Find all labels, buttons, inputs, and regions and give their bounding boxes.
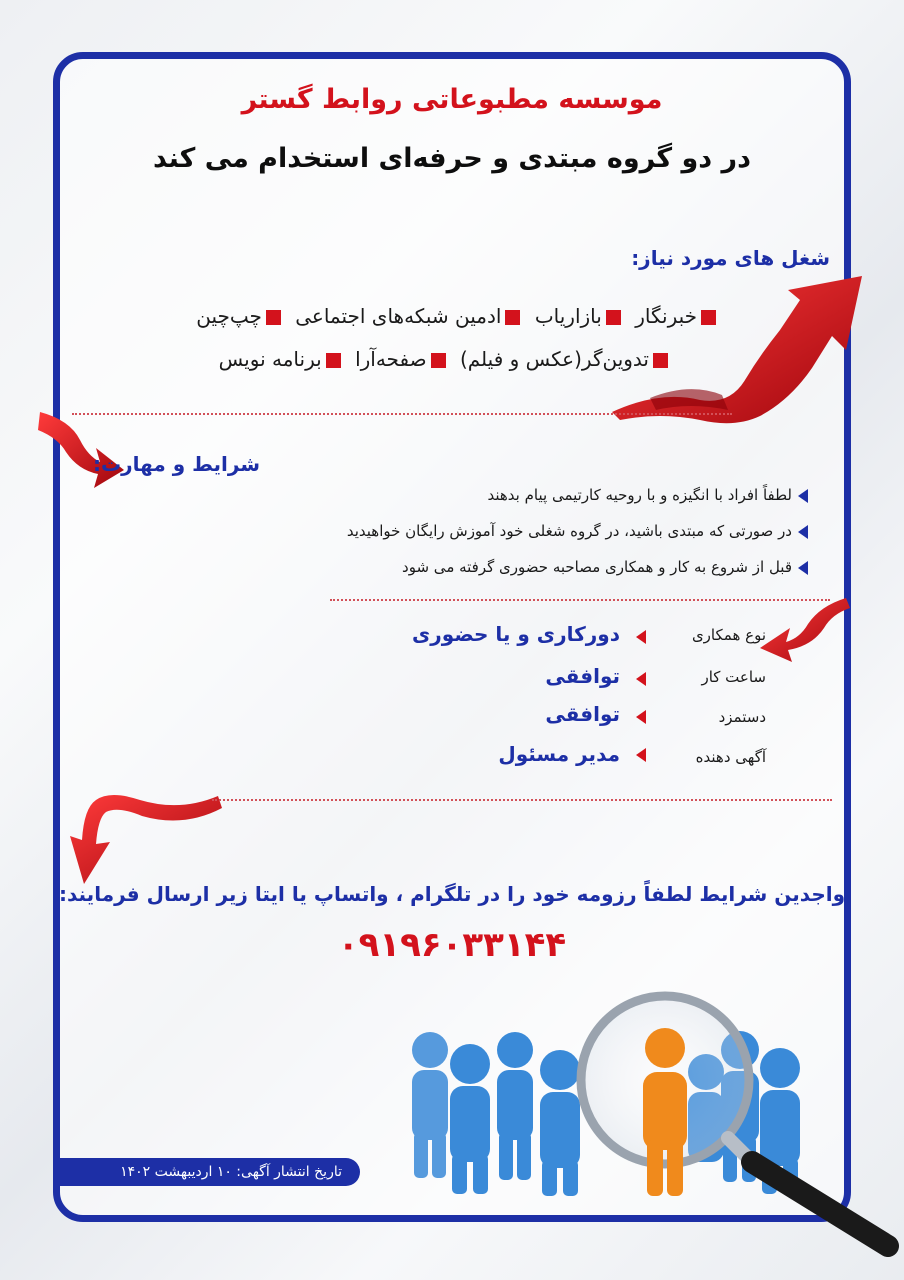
- detail-value: توافقی: [545, 702, 620, 726]
- job-item: ادمین شبکه‌های اجتماعی: [295, 304, 502, 328]
- detail-label: نوع همکاری: [691, 626, 766, 644]
- red-ribbon-arrow-left: [760, 598, 850, 662]
- bullet-square: [505, 310, 520, 325]
- orange-person: [643, 1028, 687, 1196]
- condition-text: در صورتی که مبتدی باشید، در گروه شغلی خود آموزش رایگان خواهیدید: [346, 522, 792, 540]
- organization-title: موسسه مطبوعاتی روابط گستر: [241, 84, 663, 115]
- condition-text: لطفاً افراد با انگیزه و با روحیه کارتیمی پیام بدهند: [487, 486, 792, 504]
- bullet-triangle: [636, 710, 646, 724]
- condition-item: [402, 558, 808, 576]
- bullet-square: [653, 353, 668, 368]
- conditions-heading: شرایط و مهارت:: [93, 452, 260, 476]
- bullet-triangle: [636, 630, 646, 644]
- jobs-row-1: [196, 304, 724, 328]
- bullet-triangle: [798, 561, 808, 575]
- condition-text: قبل از شروع به کار و همکاری مصاحبه حضوری گرفته می شود: [402, 558, 792, 576]
- condition-item: [487, 486, 808, 504]
- bullet-triangle: [636, 672, 646, 686]
- bullet-triangle: [798, 489, 808, 503]
- bullet-square: [266, 310, 281, 325]
- detail-label: دستمزد: [718, 708, 766, 726]
- job-item: تدوین‌گر(عکس و فیلم): [459, 347, 649, 371]
- jobs-heading: شغل های مورد نیاز:: [631, 246, 830, 270]
- contact-instruction: واجدین شرایط لطفاً رزومه خود را در تلگرام ، واتساپ یا ایتا زیر ارسال فرمایند:: [58, 882, 846, 906]
- dotted-divider: [72, 413, 732, 415]
- red-ribbon-arrow-down: [70, 795, 222, 884]
- publish-date-bar: تاریخ انتشار آگهی: ۱۰ اردیبهشت ۱۴۰۲: [60, 1158, 360, 1186]
- job-item: خبرنگار: [635, 304, 697, 328]
- jobs-row-2: [219, 347, 676, 371]
- bullet-square: [326, 353, 341, 368]
- job-item: برنامه نویس: [218, 347, 322, 371]
- detail-value: دورکاری و یا حضوری: [411, 622, 620, 646]
- detail-label: ساعت کار: [701, 668, 766, 686]
- bullet-triangle: [798, 525, 808, 539]
- hiring-subtitle: در دو گروه مبتدی و حرفه‌ای استخدام می کند: [153, 143, 751, 174]
- bullet-square: [431, 353, 446, 368]
- magnifier-illustration: [581, 996, 888, 1246]
- bullet-square: [701, 310, 716, 325]
- red-ribbon-arrow-right: [38, 412, 124, 488]
- dotted-divider: [212, 799, 832, 801]
- detail-label: آگهی دهنده: [695, 748, 766, 766]
- bullet-triangle: [636, 748, 646, 762]
- detail-value: مدیر مسئول: [498, 742, 620, 766]
- job-item: صفحه‌آرا: [355, 347, 427, 371]
- job-item: چپ‌چین: [196, 304, 262, 328]
- condition-item: [347, 522, 808, 540]
- phone-number[interactable]: ۰۹۱۹۶۰۳۳۱۴۴: [337, 925, 567, 965]
- bullet-square: [606, 310, 621, 325]
- detail-value: توافقی: [545, 664, 620, 688]
- job-item: بازاریاب: [534, 304, 602, 328]
- dotted-divider: [330, 599, 830, 601]
